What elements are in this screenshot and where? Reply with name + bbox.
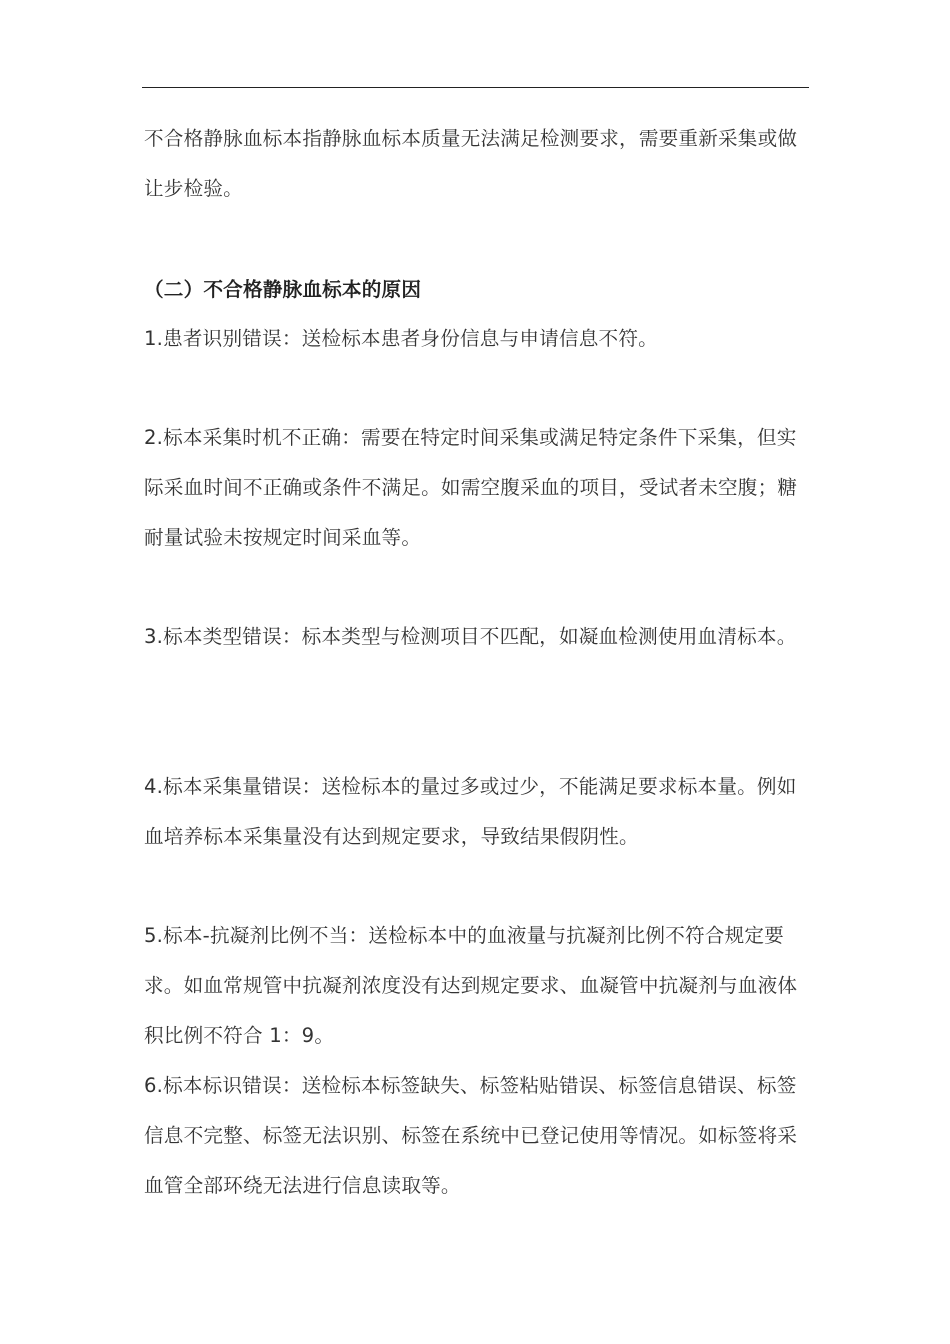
section-heading: （二）不合格静脉血标本的原因 [144, 278, 422, 301]
header-rule [142, 87, 809, 88]
list-item-4: 4.标本采集量错误：送检标本的量过多或过少，不能满足要求标本量。例如血培养标本采集量没有达到规定要求，导致结果假阴性。 [144, 775, 797, 848]
list-item-6: 6.标本标识错误：送检标本标签缺失、标签粘贴错误、标签信息错误、标签信息不完整、标签无法识别、标签在系统中已登记使用等情况。如标签将采血管全部环绕无法进行信息读取等。 [144, 1074, 798, 1197]
list-item-5: 5.标本-抗凝剂比例不当：送检标本中的血液量与抗凝剂比例不符合规定要求。如血常规管中抗凝剂浓度没有达到规定要求、血凝管中抗凝剂与血液体积比例不符合 1：9。 [144, 924, 798, 1047]
list-item-1: 1.患者识别错误：送检标本患者身份信息与申请信息不符。 [144, 327, 658, 350]
list-item-2: 2.标本采集时机不正确：需要在特定时间采集或满足特定条件下采集，但实际采血时间不正确或条件不满足。如需空腹采血的项目，受试者未空腹；糖耐量试验未按规定时间采血等。 [144, 426, 798, 549]
intro-paragraph: 不合格静脉血标本指静脉血标本质量无法满足检测要求，需要重新采集或做让步检验。 [144, 127, 798, 200]
list-item-3: 3.标本类型错误：标本类型与检测项目不匹配，如凝血检测使用血清标本。 [144, 625, 797, 648]
